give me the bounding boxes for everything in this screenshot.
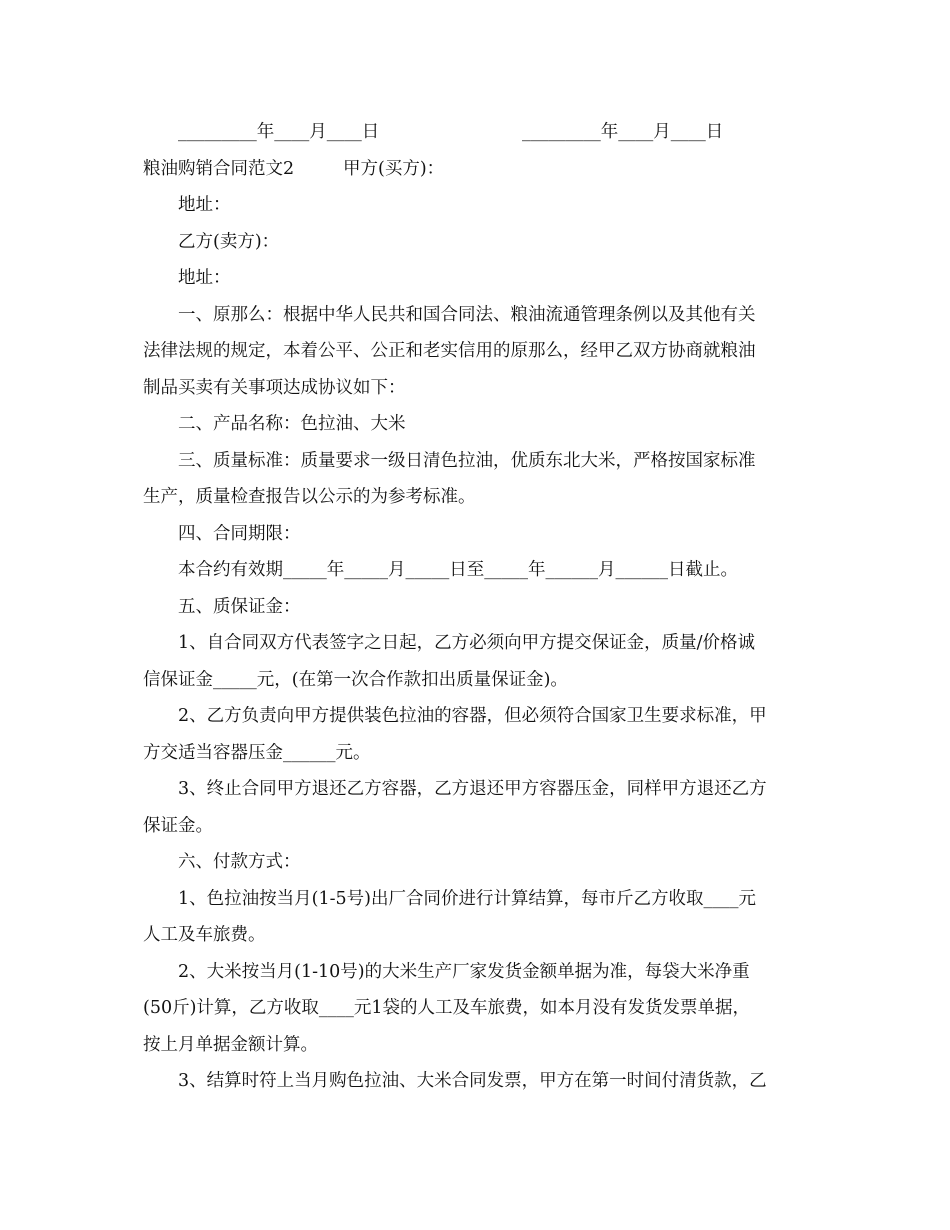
document-title: 粮油购销合同范文2 xyxy=(143,159,295,179)
party-b-label: 乙方(卖方)： xyxy=(178,232,280,252)
deposit-item-2: 2、乙方负责向甲方提供装色拉油的容器，但必须符合国家卫生要求标准，甲 xyxy=(178,706,767,726)
signature-date-left: _________年____月____日 xyxy=(178,122,380,142)
deposit-item-1: 1、自合同双方代表签字之日起，乙方必须向甲方提交保证金，质量/价格诚 xyxy=(178,633,756,653)
party-a-address: 地址： xyxy=(178,195,231,215)
clause-quality-cont: 生产，质量检查报告以公示的为参考标准。 xyxy=(143,487,476,507)
payment-item-1: 1、色拉油按当月(1-5号)出厂合同价进行计算结算，每市斤乙方收取____元 xyxy=(178,889,756,909)
party-a-label: 甲方(买方)： xyxy=(343,159,445,179)
party-b-address: 地址： xyxy=(178,268,231,288)
deposit-item-1-cont: 信保证金_____元，(在第一次合作款扣出质量保证金)。 xyxy=(143,670,568,690)
clause-principle: 一、原那么：根据中华人民共和国合同法、粮油流通管理条例以及其他有关 xyxy=(178,305,756,325)
clause-deposit: 五、质保证金： xyxy=(178,597,301,617)
payment-item-3: 3、结算时符上当月购色拉油、大米合同发票，甲方在第一时间付清货款，乙 xyxy=(178,1071,767,1091)
signature-date-right: _________年____月____日 xyxy=(522,122,724,142)
payment-item-2-cont: 按上月单据金额计算。 xyxy=(143,1035,318,1055)
clause-product-name: 二、产品名称：色拉油、大米 xyxy=(178,414,406,434)
clause-term-period: 本合约有效期_____年_____月_____日至_____年______月______日截止。 xyxy=(178,560,738,580)
clause-term: 四、合同期限： xyxy=(178,524,301,544)
clause-principle-cont: 法律法规的规定，本着公平、公正和老实信用的原那么，经甲乙双方协商就粮油 xyxy=(143,341,756,361)
deposit-item-2-cont: 方交适当容器压金______元。 xyxy=(143,743,371,763)
payment-item-2: 2、大米按当月(1-10号)的大米生产厂家发货金额单据为准，每袋大米净重 xyxy=(178,962,750,982)
clause-quality: 三、质量标准：质量要求一级日清色拉油，优质东北大米，严格按国家标准 xyxy=(178,451,756,471)
clause-payment: 六、付款方式： xyxy=(178,852,301,872)
clause-principle-cont: 制品买卖有关事项达成协议如下： xyxy=(143,378,406,398)
payment-item-1-cont: 人工及车旅费。 xyxy=(143,925,266,945)
payment-item-2-cont: (50斤)计算，乙方收取____元1袋的人工及车旅费，如本月没有发货发票单据， xyxy=(143,998,751,1018)
deposit-item-3: 3、终止合同甲方退还乙方容器，乙方退还甲方容器压金，同样甲方退还乙方 xyxy=(178,779,767,799)
deposit-item-3-cont: 保证金。 xyxy=(143,816,213,836)
